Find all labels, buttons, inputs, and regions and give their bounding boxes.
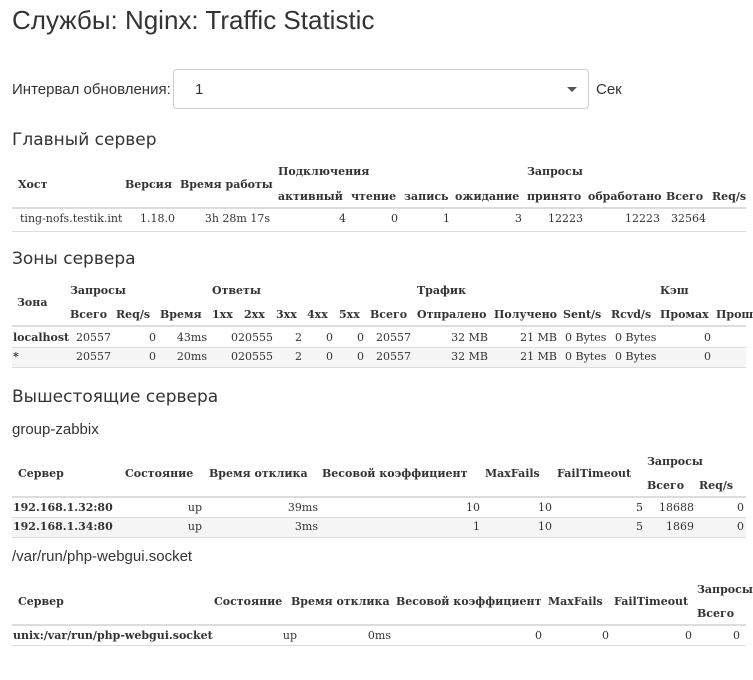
row-divider — [12, 367, 746, 368]
cell-version: 1.18.0 — [140, 212, 175, 225]
cell-total: 20557 — [76, 350, 111, 363]
cell-weight: 10 — [466, 501, 480, 514]
th-connections: Подключения — [278, 165, 370, 178]
cell-response-time: 39ms — [287, 501, 318, 514]
th-zone: Зона — [17, 296, 48, 309]
cell-sent-s: 0 Bytes — [565, 350, 607, 363]
cell-3xx: 2 — [295, 350, 302, 363]
th-total: Всего — [70, 308, 108, 321]
th-response-time: Время отклика — [209, 467, 308, 480]
cell-received: 21 MB — [520, 331, 557, 344]
row-divider — [12, 645, 746, 646]
th-cache: Кэш — [660, 284, 689, 297]
cell-resp-total: 20557 — [376, 350, 411, 363]
cell-miss: 0 — [704, 350, 711, 363]
upstream-group-title: /var/run/php-webgui.socket — [12, 548, 193, 565]
th-total: Всего — [647, 479, 685, 492]
th-uptime: Время работы — [180, 178, 273, 191]
th-3xx: 3xx — [276, 308, 297, 321]
cell-resp-total: 20557 — [376, 331, 411, 344]
server-zones-title: Зоны сервера — [12, 249, 136, 269]
cell-maxfails: 10 — [538, 501, 552, 514]
th-version: Версия — [125, 178, 172, 191]
server-zones-table — [12, 279, 753, 369]
header-divider — [12, 325, 746, 327]
upstream-group-title: group-zabbix — [12, 421, 99, 438]
cell-state: up — [187, 501, 202, 514]
cell-maxfails: 0 — [602, 629, 609, 642]
cell-total: 20557 — [76, 331, 111, 344]
cell-reqs: 0 — [737, 501, 744, 514]
header-divider — [12, 207, 746, 209]
main-server-title: Главный сервер — [12, 130, 157, 150]
cell-5xx: 0 — [357, 331, 364, 344]
th-state: Состояние — [214, 595, 283, 608]
cell-handled: 12223 — [625, 212, 660, 225]
cell-miss: 0 — [704, 331, 711, 344]
cell-zone: localhost — [13, 331, 70, 344]
interval-unit: Сек — [596, 81, 622, 98]
th-reading: чтение — [351, 190, 397, 203]
th-reqs: Req/s — [712, 190, 747, 203]
cell-reqs: 0 — [737, 520, 744, 533]
th-server: Сервер — [18, 467, 64, 480]
cell-host: ting-nofs.testik.int — [20, 212, 123, 225]
chevron-down-icon[interactable] — [567, 87, 577, 92]
main-server-table — [12, 160, 746, 232]
cell-2xx: 20555 — [238, 350, 273, 363]
upstreams-title: Вышестоящие сервера — [12, 387, 219, 407]
cell-time: 43ms — [176, 331, 207, 344]
cell-1xx: 0 — [231, 331, 238, 344]
th-sent: Отпралено — [417, 308, 487, 321]
header-divider — [12, 496, 746, 498]
cell-rcvd-s: 0 Bytes — [615, 331, 657, 344]
th-received: Получено — [494, 308, 557, 321]
cell-server: 192.168.1.34:80 — [13, 520, 113, 533]
cell-uptime: 3h 28m 17s — [204, 212, 270, 225]
th-sent-s: Sent/s — [563, 308, 602, 321]
cell-waiting: 3 — [515, 212, 522, 225]
cell-1xx: 0 — [231, 350, 238, 363]
th-state: Состояние — [125, 467, 194, 480]
th-server: Сервер — [18, 595, 64, 608]
th-time: Время — [160, 308, 202, 321]
th-traffic: Трафик — [417, 284, 467, 297]
th-bypass: Прош — [716, 308, 753, 321]
cell-failtimeout: 0 — [685, 629, 692, 642]
th-requests: Запросы — [697, 583, 753, 596]
th-host: Хост — [18, 178, 48, 191]
th-requests: Запросы — [527, 165, 583, 178]
upstream-group-table — [12, 450, 746, 538]
cell-server: unix:/var/run/php-webgui.socket — [13, 629, 213, 642]
cell-writing: 1 — [443, 212, 450, 225]
th-response-time: Время отклика — [291, 595, 390, 608]
th-accepted: принято — [527, 190, 582, 203]
cell-reading: 0 — [391, 212, 398, 225]
row-divider — [12, 231, 746, 232]
th-5xx: 5xx — [339, 308, 360, 321]
th-failtimeout: FailTimeout — [614, 595, 689, 608]
th-waiting: ожидание — [455, 190, 520, 203]
cell-sent: 32 MB — [451, 331, 488, 344]
th-resp-total: Всего — [370, 308, 408, 321]
th-miss: Промах — [660, 308, 709, 321]
th-failtimeout: FailTimeout — [557, 467, 632, 480]
th-total: Всего — [697, 607, 735, 620]
cell-reqs: 0 — [149, 331, 156, 344]
th-reqs: Req/s — [699, 479, 734, 492]
cell-total: 18688 — [659, 501, 694, 514]
th-responses: Ответы — [212, 284, 261, 297]
th-1xx: 1xx — [212, 308, 233, 321]
cell-total: 32564 — [671, 212, 706, 225]
cell-sent-s: 0 Bytes — [565, 331, 607, 344]
cell-failtimeout: 5 — [636, 501, 643, 514]
th-maxfails: MaxFails — [548, 595, 603, 608]
cell-response-time: 0ms — [367, 629, 391, 642]
interval-label: Интервал обновления: — [12, 81, 171, 98]
cell-time: 20ms — [176, 350, 207, 363]
cell-2xx: 20555 — [238, 331, 273, 344]
th-2xx: 2xx — [244, 308, 265, 321]
cell-response-time: 3ms — [294, 520, 318, 533]
th-4xx: 4xx — [307, 308, 328, 321]
cell-rcvd-s: 0 Bytes — [615, 350, 657, 363]
cell-4xx: 0 — [326, 350, 333, 363]
cell-total: 1869 — [666, 520, 694, 533]
upstream-group-table — [12, 578, 753, 646]
th-total: Всего — [666, 190, 704, 203]
cell-state: up — [187, 520, 202, 533]
cell-received: 21 MB — [520, 350, 557, 363]
th-weight: Весовой коэффициент — [322, 467, 468, 480]
th-handled: обработано — [588, 190, 662, 203]
row-divider — [12, 537, 746, 538]
cell-sent: 32 MB — [451, 350, 488, 363]
cell-4xx: 0 — [326, 331, 333, 344]
cell-failtimeout: 5 — [636, 520, 643, 533]
cell-5xx: 0 — [357, 350, 364, 363]
cell-active: 4 — [339, 212, 346, 225]
th-requests: Запросы — [70, 284, 126, 297]
th-weight: Весовой коэффициент — [396, 595, 542, 608]
cell-total: 0 — [733, 629, 740, 642]
cell-weight: 1 — [473, 520, 480, 533]
interval-select[interactable] — [173, 69, 589, 109]
interval-value: 1 — [195, 81, 204, 98]
th-requests: Запросы — [647, 455, 703, 468]
cell-maxfails: 10 — [538, 520, 552, 533]
cell-3xx: 2 — [295, 331, 302, 344]
cell-weight: 0 — [535, 629, 542, 642]
th-writing: запись — [404, 190, 449, 203]
th-maxfails: MaxFails — [485, 467, 540, 480]
cell-state: up — [282, 629, 297, 642]
cell-zone: * — [13, 350, 19, 363]
page-title: Службы: Nginx: Traffic Statistic — [12, 5, 375, 35]
th-reqs: Req/s — [116, 308, 151, 321]
cell-server: 192.168.1.32:80 — [13, 501, 113, 514]
header-divider — [12, 624, 746, 626]
th-active: активный — [278, 190, 343, 203]
th-rcvd-s: Rcvd/s — [611, 308, 652, 321]
cell-reqs: 0 — [149, 350, 156, 363]
cell-accepted: 12223 — [548, 212, 583, 225]
